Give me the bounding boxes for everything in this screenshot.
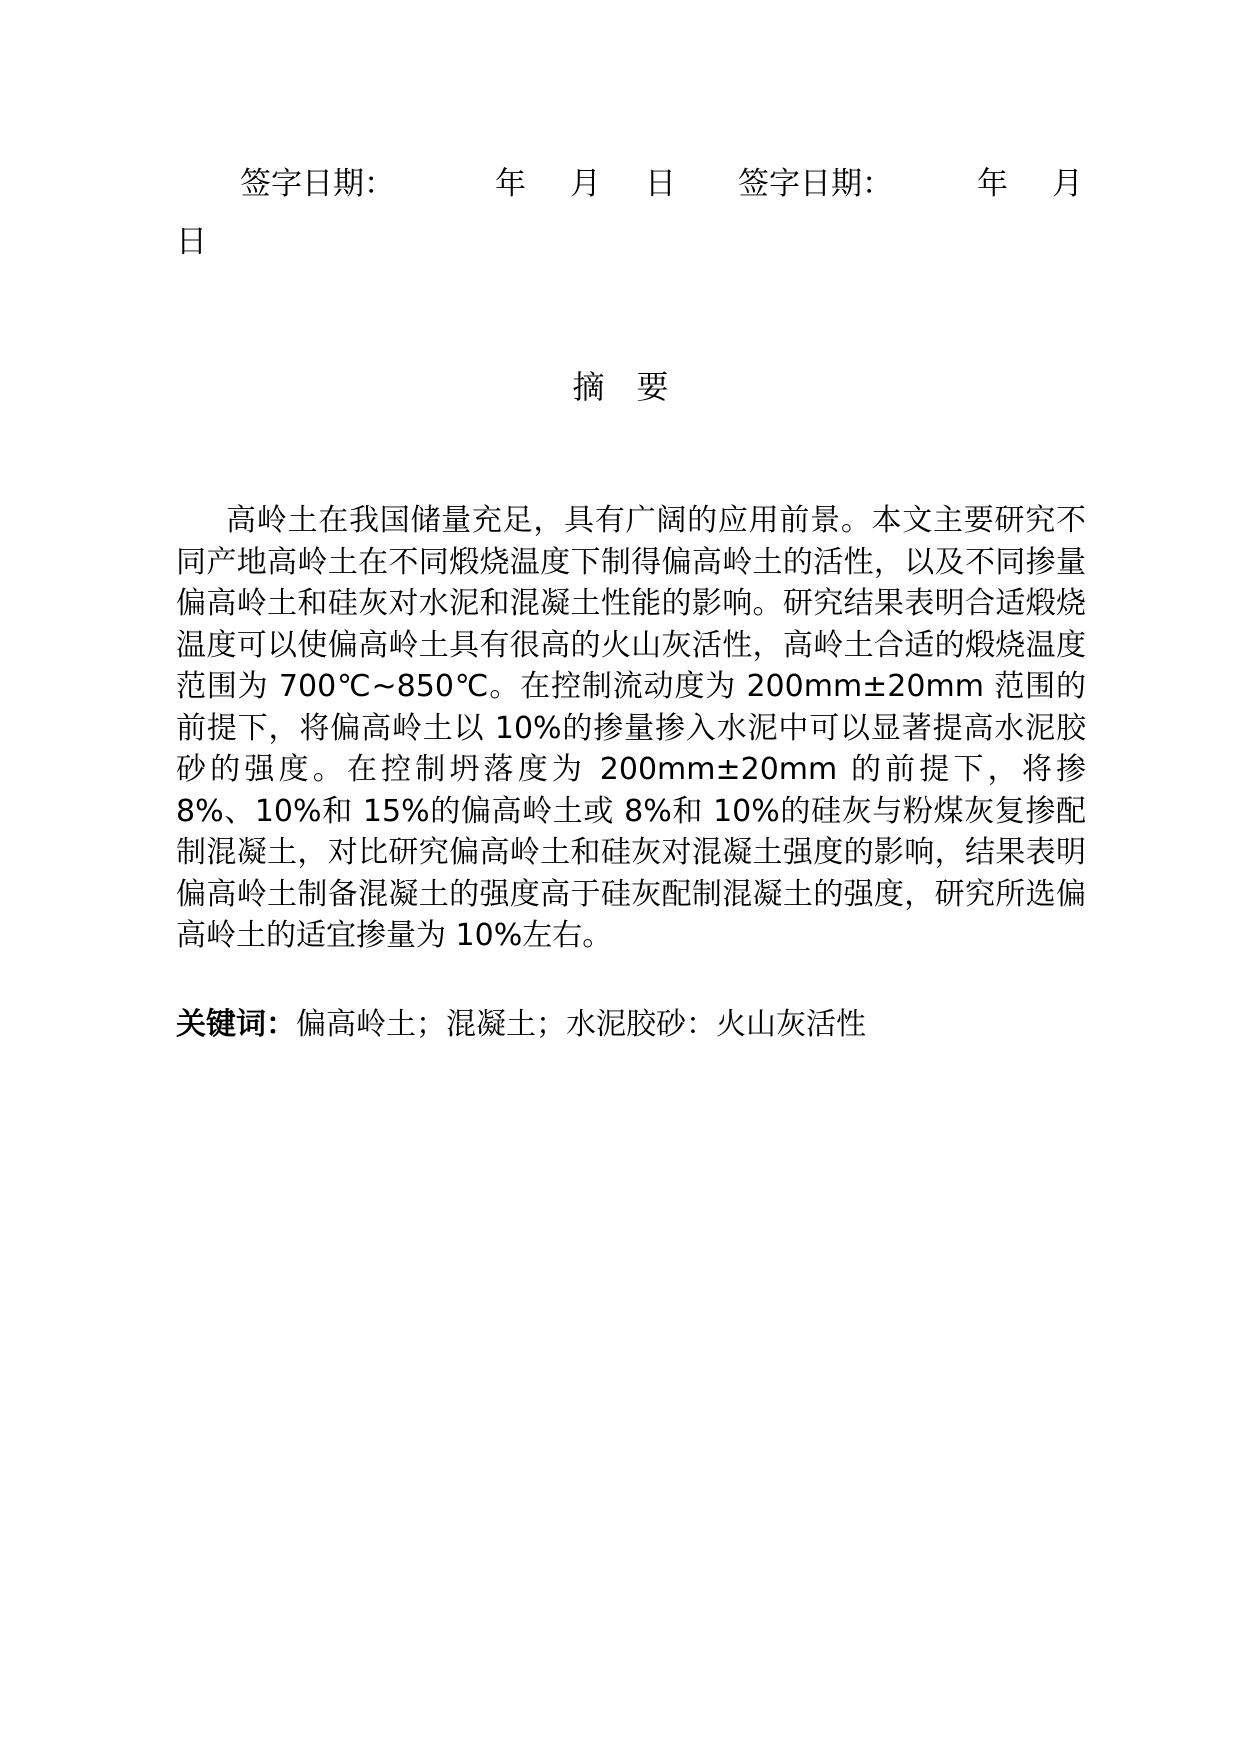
signature-year-2: 年 [977, 166, 1008, 202]
signature-year-1: 年 [495, 166, 526, 202]
signature-month-2: 月 [1052, 166, 1083, 202]
signature-date-label-2: 签字日期： [738, 166, 893, 202]
keywords-value: 偏高岭土；混凝土；水泥胶砂：火山灰活性 [296, 1007, 866, 1042]
signature-date-line [176, 155, 1096, 271]
signature-date-label-1: 签字日期： [240, 166, 395, 202]
keywords-line [176, 1005, 1086, 1045]
signature-day-2: 日 [176, 224, 207, 260]
keywords-label: 关键词： [176, 1007, 296, 1042]
abstract-heading-char-1: 摘 [572, 368, 605, 406]
signature-day-1: 日 [645, 166, 676, 202]
abstract-heading-char-2: 要 [636, 368, 669, 406]
signature-month-1: 月 [570, 166, 601, 202]
abstract-paragraph: 高岭土在我国储量充足，具有广阔的应用前景。本文主要研究不同产地高岭土在不同煅烧温度下制得偏高岭土的活性，以及不同掺量偏高岭土和硅灰对水泥和混凝土性能的影响。研究结果表明合适煅烧温度可以使偏高岭土具有很高的火山灰活性，高岭土合适的煅烧温度范围为 700℃~850℃。在控制流动度为 200mm±20mm 范围的前提下，将偏高岭土以 10%的掺量掺入水泥中可以显著提高水泥胶砂的强度。在控制坍落度为 200mm±20mm 的前提下，将掺 8%、10%和 15%的偏高岭土或 8%和 10%的硅灰与粉煤灰复掺配制混凝土，对比研究偏高岭土和硅灰对混凝土强度的影响，结果表明偏高岭土制备混凝土的强度高于硅灰配制混凝土的强度，研究所选偏高岭土的适宜掺量为 10%左右。 [176, 503, 1086, 953]
abstract-heading [0, 367, 1241, 407]
